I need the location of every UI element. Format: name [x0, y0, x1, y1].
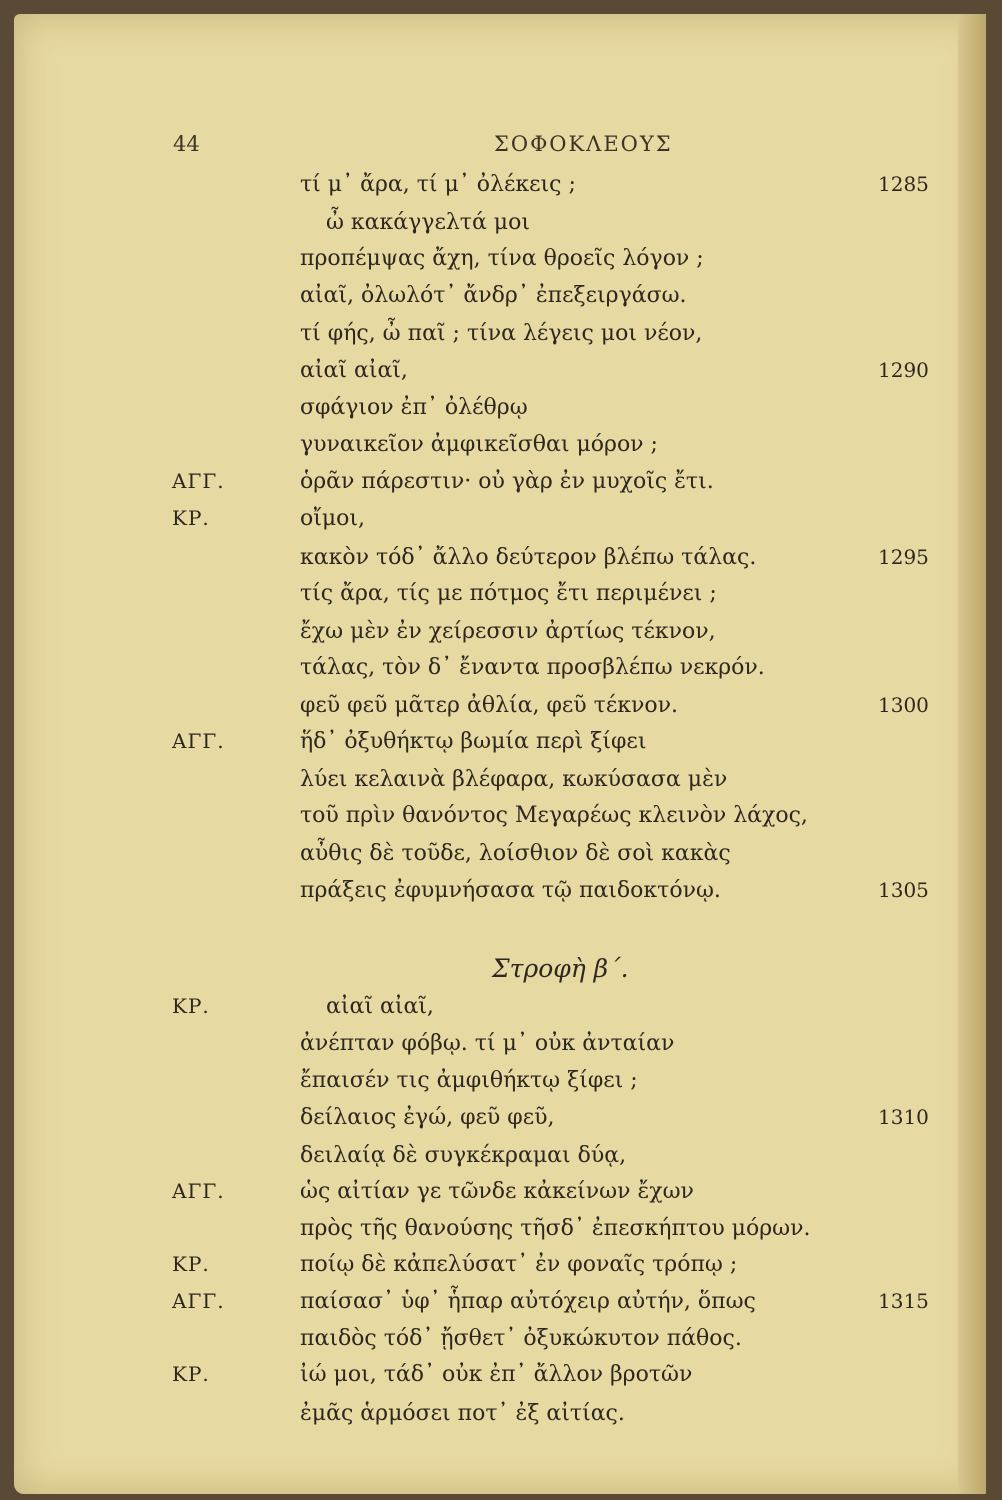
speaker-label: ΚΡ.	[172, 506, 210, 530]
verse-line	[14, 210, 986, 247]
line-number: 1310	[878, 1105, 929, 1129]
verse-text: δειλαίᾳ δὲ συγκέκραμαι δύᾳ,	[300, 1143, 627, 1168]
verse-line	[14, 581, 986, 618]
line-number: 1300	[878, 693, 929, 717]
verse-line	[14, 1179, 986, 1216]
speaker-label: ΑΓΓ.	[172, 729, 225, 753]
verse-text: αἰαῖ, ὀλωλότ᾽ ἄνδρ᾽ ἐπεξειργάσω.	[300, 283, 687, 308]
verse-text: ἥδ᾽ ὀξυθήκτῳ βωμία περὶ ξίφει	[300, 729, 647, 754]
verse-line	[14, 1143, 986, 1180]
verse-line	[14, 994, 986, 1031]
verse-text: γυναικεῖον ἀμφικεῖσθαι μόρον ;	[300, 432, 658, 457]
verse-text: αἰαῖ αἰαῖ,	[300, 358, 408, 383]
verse-line	[14, 1289, 986, 1326]
verse-text: παίσασ᾽ ὑφ᾽ ἧπαρ αὐτόχειρ αὐτήν, ὅπως	[300, 1289, 756, 1314]
verse-line	[14, 1252, 986, 1289]
verse-line	[14, 1068, 986, 1105]
running-title: ΣΟΦΟΚΛΕΟΥΣ	[494, 132, 673, 156]
line-number: 1285	[878, 172, 929, 196]
speaker-label: ΑΓΓ.	[172, 1289, 225, 1313]
verse-line	[14, 395, 986, 432]
speaker-label: ΚΡ.	[172, 1252, 210, 1276]
verse-line	[14, 1105, 986, 1142]
line-number: 1305	[878, 878, 929, 902]
verse-text: ὡς αἰτίαν γε τῶνδε κἀκείνων ἔχων	[300, 1179, 694, 1204]
verse-text: πρὸς τῆς θανούσης τῆσδ᾽ ἐπεσκήπτου μόρων.	[300, 1216, 811, 1241]
verse-text: κακὸν τόδ᾽ ἄλλο δεύτερον βλέπω τάλας.	[300, 545, 757, 570]
speaker-label: ΑΓΓ.	[172, 469, 225, 493]
verse-line	[14, 506, 986, 543]
verse-text: πράξεις ἐφυμνήσασα τῷ παιδοκτόνῳ.	[300, 878, 721, 903]
verse-text: τί φής, ὦ παῖ ; τίνα λέγεις μοι νέον,	[300, 321, 703, 346]
verse-text: φεῦ φεῦ μᾶτερ ἀθλία, φεῦ τέκνον.	[300, 693, 678, 718]
line-number: 1315	[878, 1289, 929, 1313]
verse-line	[14, 729, 986, 766]
verse-text: τί μ᾽ ἄρα, τί μ᾽ ὀλέκεις ;	[300, 172, 576, 197]
verse-line	[14, 878, 986, 915]
verse-line	[14, 321, 986, 358]
verse-line	[14, 358, 986, 395]
speaker-label: ΚΡ.	[172, 994, 210, 1018]
page-number: 44	[173, 132, 200, 156]
verse-text: ἔχω μὲν ἐν χείρεσσιν ἀρτίως τέκνον,	[300, 619, 716, 644]
verse-text: ἐμᾶς ἁρμόσει ποτ᾽ ἐξ αἰτίας.	[300, 1401, 625, 1426]
verse-text: ἰώ μοι, τάδ᾽ οὐκ ἐπ᾽ ἄλλον βροτῶν	[300, 1362, 693, 1387]
verse-line	[14, 545, 986, 582]
verse-text: ἔπαισέν τις ἀμφιθήκτῳ ξίφει ;	[300, 1068, 638, 1093]
page-header	[14, 132, 986, 162]
verse-text: λύει κελαινὰ βλέφαρα, κωκύσασα μὲν	[300, 767, 728, 792]
verse-text: ἀνέπταν φόβῳ. τί μ᾽ οὐκ ἀνταίαν	[300, 1031, 675, 1056]
verse-line	[14, 803, 986, 840]
verse-text: προπέμψας ἄχη, τίνα θροεῖς λόγον ;	[300, 246, 704, 271]
verse-line	[14, 246, 986, 283]
verse-text: οἴμοι,	[300, 506, 366, 531]
verse-line	[14, 767, 986, 804]
verse-line	[14, 1401, 986, 1438]
speaker-label: ΑΓΓ.	[172, 1179, 225, 1203]
verse-line	[14, 469, 986, 506]
verse-text: παιδὸς τόδ᾽ ᾔσθετ᾽ ὀξυκώκυτον πάθος.	[300, 1326, 742, 1351]
section-heading-text: Στροφὴ β΄.	[492, 954, 629, 983]
verse-line	[14, 655, 986, 692]
verse-text: τάλας, τὸν δ᾽ ἔναντα προσβλέπω νεκρόν.	[300, 655, 765, 680]
line-number: 1290	[878, 358, 929, 382]
verse-text: δείλαιος ἐγώ, φεῦ φεῦ,	[300, 1105, 555, 1130]
verse-line	[14, 172, 986, 209]
verse-text: ὦ κακάγγελτά μοι	[326, 210, 530, 235]
verse-line	[14, 619, 986, 656]
verse-line	[14, 693, 986, 730]
verse-text: τοῦ πρὶν θανόντος Μεγαρέως κλεινὸν λάχος,	[300, 803, 808, 828]
line-number: 1295	[878, 545, 929, 569]
verse-line	[14, 841, 986, 878]
verse-text: ὁρᾶν πάρεστιν· οὐ γὰρ ἐν μυχοῖς ἔτι.	[300, 469, 714, 494]
verse-text: αἰαῖ αἰαῖ,	[326, 994, 434, 1019]
verse-text: σφάγιον ἐπ᾽ ὀλέθρῳ	[300, 395, 528, 420]
verse-line	[14, 432, 986, 469]
verse-line	[14, 1216, 986, 1253]
verse-text: αὖθις δὲ τοῦδε, λοίσθιον δὲ σοὶ κακὰς	[300, 841, 731, 866]
verse-line	[14, 283, 986, 320]
verse-text: τίς ἄρα, τίς με πότμος ἔτι περιμένει ;	[300, 581, 717, 606]
verse-line	[14, 1031, 986, 1068]
verse-text: ποίῳ δὲ κἀπελύσατ᾽ ἐν φοναῖς τρόπῳ ;	[300, 1252, 738, 1277]
verse-line	[14, 1326, 986, 1363]
section-heading	[14, 954, 986, 994]
speaker-label: ΚΡ.	[172, 1362, 210, 1386]
book-page	[14, 14, 986, 1494]
verse-line	[14, 1362, 986, 1399]
